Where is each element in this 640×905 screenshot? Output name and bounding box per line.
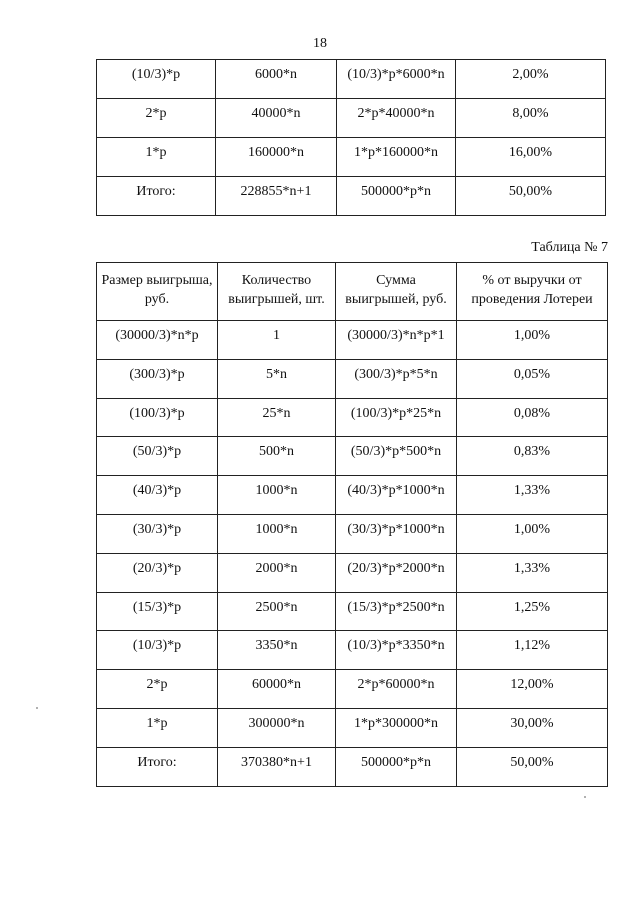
total-row [97,747,608,786]
table-row [97,514,608,553]
table-row [97,359,608,398]
table-row [97,476,608,515]
cell-prize-sum: (20/3)*p*2000*n [336,553,457,592]
table-row [97,631,608,670]
table-row [97,437,608,476]
header-prize-count: Количество выигрышей, шт. [218,263,336,321]
cell-revenue-percent: 12,00% [457,670,608,709]
cell-prize-amount: Итого: [97,177,216,216]
cell-prize-sum: 500000*p*n [337,177,456,216]
cell-prize-amount: (30/3)*p [97,514,218,553]
cell-prize-count: 3350*n [218,631,336,670]
cell-revenue-percent: 50,00% [456,177,606,216]
table-row [97,138,606,177]
cell-prize-amount: (300/3)*p [97,359,218,398]
cell-prize-count: 40000*n [216,99,337,138]
cell-prize-sum: 1*p*160000*n [337,138,456,177]
prize-table-7 [96,262,608,787]
cell-revenue-percent: 1,00% [457,321,608,360]
table-body [97,263,608,787]
cell-prize-sum: 500000*p*n [336,747,457,786]
cell-prize-amount: (30000/3)*n*p [97,321,218,360]
cell-prize-sum: (300/3)*p*5*n [336,359,457,398]
cell-prize-count: 2000*n [218,553,336,592]
header-revenue-percent: % от выручки от проведения Лотереи [457,263,608,321]
table-row [97,708,608,747]
cell-prize-count: 300000*n [218,708,336,747]
cell-revenue-percent: 8,00% [456,99,606,138]
cell-prize-amount: 2*p [97,99,216,138]
cell-prize-count: 1 [218,321,336,360]
cell-revenue-percent: 30,00% [457,708,608,747]
cell-prize-amount: (20/3)*p [97,553,218,592]
cell-prize-sum: (30/3)*p*1000*n [336,514,457,553]
cell-prize-count: 60000*n [218,670,336,709]
cell-revenue-percent: 1,33% [457,553,608,592]
cell-prize-count: 1000*n [218,514,336,553]
table-row [97,592,608,631]
table-caption: Таблица № 7 [531,240,608,255]
cell-prize-sum: (15/3)*p*2500*n [336,592,457,631]
table-row [97,670,608,709]
cell-prize-amount: (50/3)*p [97,437,218,476]
cell-prize-sum: (10/3)*p*6000*n [337,60,456,99]
cell-prize-sum: 2*p*60000*n [336,670,457,709]
cell-prize-count: 2500*n [218,592,336,631]
table-row [97,553,608,592]
cell-revenue-percent: 0,08% [457,398,608,437]
table-row [97,60,606,99]
cell-prize-amount: 1*p [97,708,218,747]
header-prize-sum: Сумма выигрышей, руб. [336,263,457,321]
cell-revenue-percent: 50,00% [457,747,608,786]
cell-prize-sum: (30000/3)*n*p*1 [336,321,457,360]
table-body [97,60,606,216]
cell-revenue-percent: 0,83% [457,437,608,476]
cell-prize-amount: 1*p [97,138,216,177]
cell-prize-count: 25*n [218,398,336,437]
cell-revenue-percent: 2,00% [456,60,606,99]
cell-revenue-percent: 1,25% [457,592,608,631]
cell-prize-count: 5*n [218,359,336,398]
cell-prize-sum: (10/3)*p*3350*n [336,631,457,670]
cell-revenue-percent: 16,00% [456,138,606,177]
cell-prize-amount: (10/3)*p [97,60,216,99]
cell-revenue-percent: 1,00% [457,514,608,553]
table-row [97,398,608,437]
cell-prize-amount: (10/3)*p [97,631,218,670]
cell-prize-amount: 2*p [97,670,218,709]
prize-table-continuation [96,59,606,216]
table-row [97,321,608,360]
cell-prize-sum: (50/3)*p*500*n [336,437,457,476]
cell-prize-sum: (40/3)*p*1000*n [336,476,457,515]
total-row [97,177,606,216]
cell-prize-count: 370380*n+1 [218,747,336,786]
cell-prize-count: 500*n [218,437,336,476]
cell-prize-amount: (15/3)*p [97,592,218,631]
cell-prize-amount: Итого: [97,747,218,786]
cell-prize-amount: (100/3)*p [97,398,218,437]
cell-prize-count: 1000*n [218,476,336,515]
scan-speck [36,707,38,709]
cell-prize-sum: 1*p*300000*n [336,708,457,747]
cell-prize-amount: (40/3)*p [97,476,218,515]
cell-prize-sum: (100/3)*p*25*n [336,398,457,437]
table-header-row [97,263,608,321]
cell-revenue-percent: 0,05% [457,359,608,398]
cell-prize-sum: 2*p*40000*n [337,99,456,138]
cell-prize-count: 6000*n [216,60,337,99]
cell-revenue-percent: 1,33% [457,476,608,515]
page-number: 18 [313,36,327,51]
cell-revenue-percent: 1,12% [457,631,608,670]
scan-speck [584,796,586,798]
cell-prize-count: 160000*n [216,138,337,177]
cell-prize-count: 228855*n+1 [216,177,337,216]
header-prize-amount: Размер выигрыша, руб. [97,263,218,321]
table-row [97,99,606,138]
